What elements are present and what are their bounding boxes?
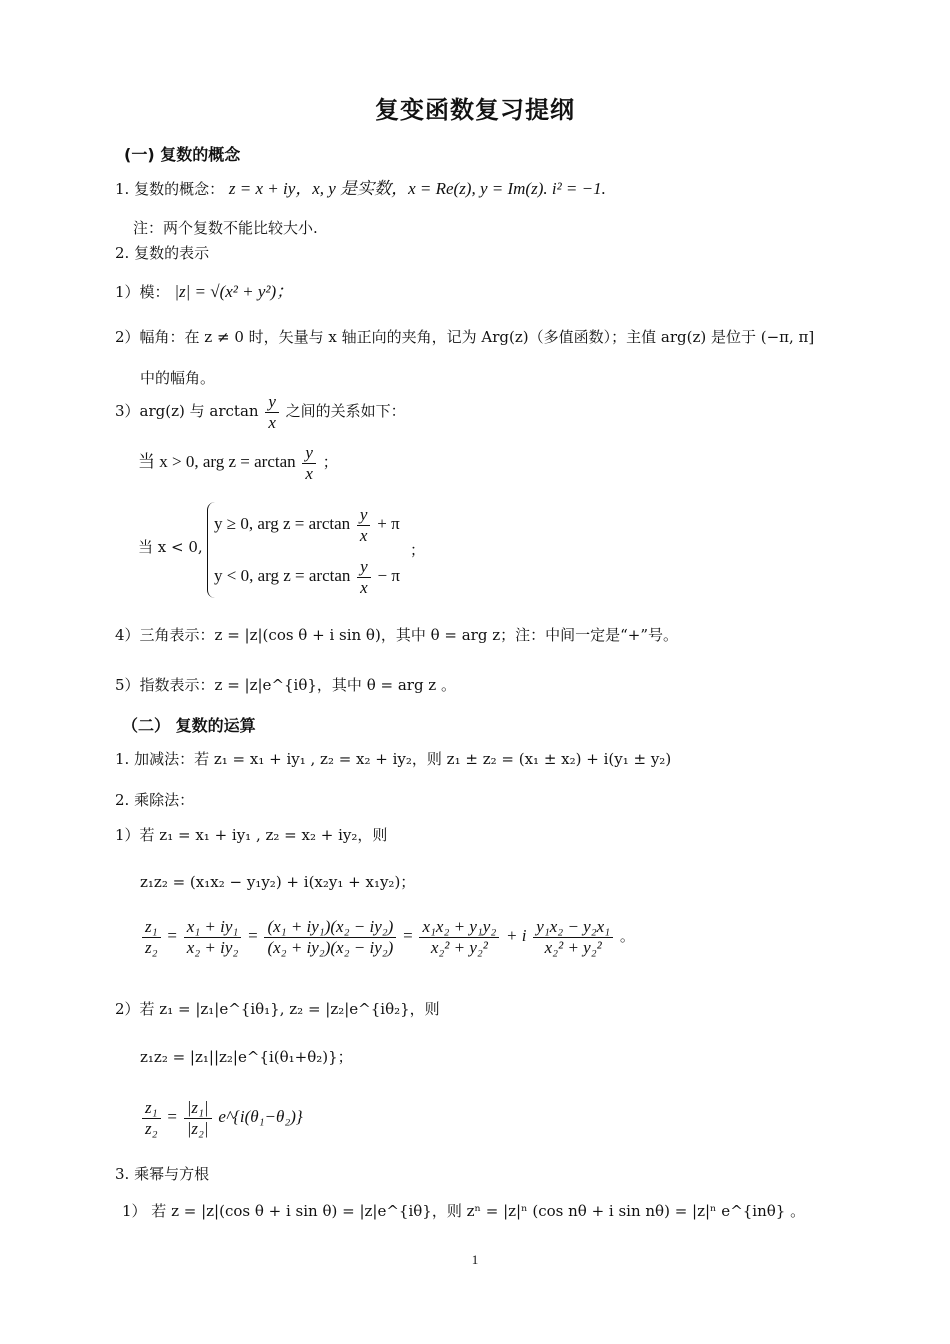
line-case-x-positive <box>138 443 338 483</box>
fraction-denominator: x <box>268 412 276 432</box>
line-addition: 1. 加减法：若 z₁ = x₁ + iy₁ , z₂ = x₂ + iy₂，则 z₁ ± z₂ = (x₁ ± x₂) + i(y₁ ± y₂) <box>115 750 672 768</box>
fraction-step2 <box>264 917 396 957</box>
subcase-y-negative <box>214 557 400 597</box>
equals-sign: = <box>248 926 258 946</box>
line-trig-form: 4）三角表示：z = |z|(cos θ + i sin θ)，其中 θ = arg z；注：中间一定是“+”号。 <box>115 626 679 644</box>
fraction-denominator: x₂² + y₂² <box>430 937 488 957</box>
fraction-y-over-x <box>357 505 371 545</box>
fraction-imag-part <box>533 917 613 957</box>
fraction-numerator: y <box>357 557 371 578</box>
equals-sign: = <box>403 926 413 946</box>
fraction-numerator: y₁x₂ − y₂x₁ <box>533 917 613 938</box>
line-end-mark: 。 <box>619 927 635 946</box>
document-title: 复变函数复习提纲 <box>375 96 575 124</box>
formula-modulus: |z| = √(x² + y²)； <box>174 282 294 301</box>
subcase-suffix: − π <box>377 566 400 586</box>
fraction-numerator: x₁x₂ + y₁y₂ <box>419 917 499 938</box>
equals-sign: = <box>167 926 177 946</box>
formula-definition: z = x + iy，x, y 是实数，x = Re(z), y = Im(z). i² = −1. <box>228 179 606 198</box>
line-argument: 2）幅角：在 z ≠ 0 时，矢量与 x 轴正向的夹角，记为 Arg(z)（多值函数）；主值 arg(z) 是位于 (−π, π] <box>115 328 815 346</box>
fraction-denominator: (x₂ + iy₂)(x₂ − iy₂) <box>267 937 394 957</box>
fraction-real-part <box>419 917 499 957</box>
fraction-denominator: x₂² + y₂² <box>544 937 602 957</box>
line-complex-definition <box>115 178 606 199</box>
case-text: 当 x > 0, arg z = arctan <box>138 452 296 472</box>
equals-sign: = <box>167 1107 177 1127</box>
line-label: 1）模： <box>115 283 170 301</box>
fraction-denominator: x <box>305 463 313 483</box>
formula-product: z₁z₂ = (x₁x₂ − y₁y₂) + i(x₂y₁ + x₁y₂)； <box>140 873 416 891</box>
fraction-step1 <box>184 917 242 957</box>
line-case-x-negative: 当 x < 0, <box>138 538 203 556</box>
formula-quotient <box>140 917 635 957</box>
fraction-denominator: z₂ <box>145 1118 158 1138</box>
fraction-modulus-ratio <box>184 1098 212 1138</box>
line-arg-arctan-relation <box>115 392 406 432</box>
note-no-comparison: 注：两个复数不能比较大小. <box>133 219 318 237</box>
fraction-y-over-x <box>357 557 371 597</box>
fraction-denominator: x <box>359 525 368 545</box>
fraction-numerator: z₁ <box>142 917 161 938</box>
line-suffix: 之间的关系如下： <box>285 402 406 421</box>
heading-representation: 2. 复数的表示 <box>115 244 210 262</box>
formula-polar-product: z₁z₂ = |z₁||z₂|e^{i(θ₁+θ₂)}； <box>140 1048 353 1066</box>
fraction-denominator: |z₂| <box>186 1118 209 1138</box>
line-argument-cont: 中的幅角。 <box>140 369 216 387</box>
formula-polar-quotient <box>140 1098 303 1138</box>
line-modulus <box>115 281 293 302</box>
fraction-denominator: x <box>360 577 368 597</box>
line-exponential-form: 5）指数表示：z = |z|e^{iθ}，其中 θ = arg z 。 <box>115 676 456 694</box>
fraction-denominator: z₂ <box>145 937 158 957</box>
subcase-text: y ≥ 0, arg z = arctan <box>214 514 351 534</box>
fraction-numerator: y <box>265 392 279 413</box>
exponential-factor: e^{i(θ₁−θ₂)} <box>218 1107 303 1127</box>
case-suffix: ； <box>322 453 338 472</box>
fraction-numerator: z₁ <box>142 1098 161 1119</box>
heading-powers-roots: 3. 乘幂与方根 <box>115 1165 210 1183</box>
line-mul-given: 1）若 z₁ = x₁ + iy₁ , z₂ = x₂ + iy₂，则 <box>115 826 388 844</box>
plus-i: + i <box>506 926 527 946</box>
fraction-y-over-x <box>265 392 279 432</box>
page-number: 1 <box>471 1252 479 1267</box>
heading-multiplication: 2. 乘除法： <box>115 791 195 809</box>
fraction-numerator: (x₁ + iy₁)(x₂ − iy₂) <box>264 917 396 938</box>
fraction-numerator: y <box>302 443 316 464</box>
fraction-y-over-x <box>302 443 316 483</box>
section-heading-operations: （二） 复数的运算 <box>122 716 256 735</box>
fraction-numerator: y <box>357 505 371 526</box>
subcase-suffix: + π <box>377 514 400 534</box>
fraction-denominator: x₂ + iy₂ <box>186 937 239 957</box>
case-end-mark: ； <box>410 541 426 559</box>
fraction-numerator: |z₁| <box>184 1098 212 1119</box>
line-de-moivre: 1） 若 z = |z|(cos θ + i sin θ) = |z|e^{iθ}，则 zⁿ = |z|ⁿ (cos nθ + i sin nθ) = |z|ⁿ e^{inθ} 。 <box>122 1202 806 1220</box>
section-heading-concepts: (一) 复数的概念 <box>124 145 241 164</box>
line-label: 1. 复数的概念： <box>115 180 225 198</box>
subcase-y-nonnegative <box>214 505 400 545</box>
fraction-numerator: x₁ + iy₁ <box>184 917 242 938</box>
line-polar-given: 2）若 z₁ = |z₁|e^{iθ₁}, z₂ = |z₂|e^{iθ₂}，则 <box>115 1000 440 1018</box>
line-label: 3）arg(z) 与 arctan <box>115 402 259 421</box>
fraction-lhs <box>142 1098 161 1138</box>
subcase-text: y < 0, arg z = arctan <box>214 566 351 586</box>
fraction-lhs <box>142 917 161 957</box>
